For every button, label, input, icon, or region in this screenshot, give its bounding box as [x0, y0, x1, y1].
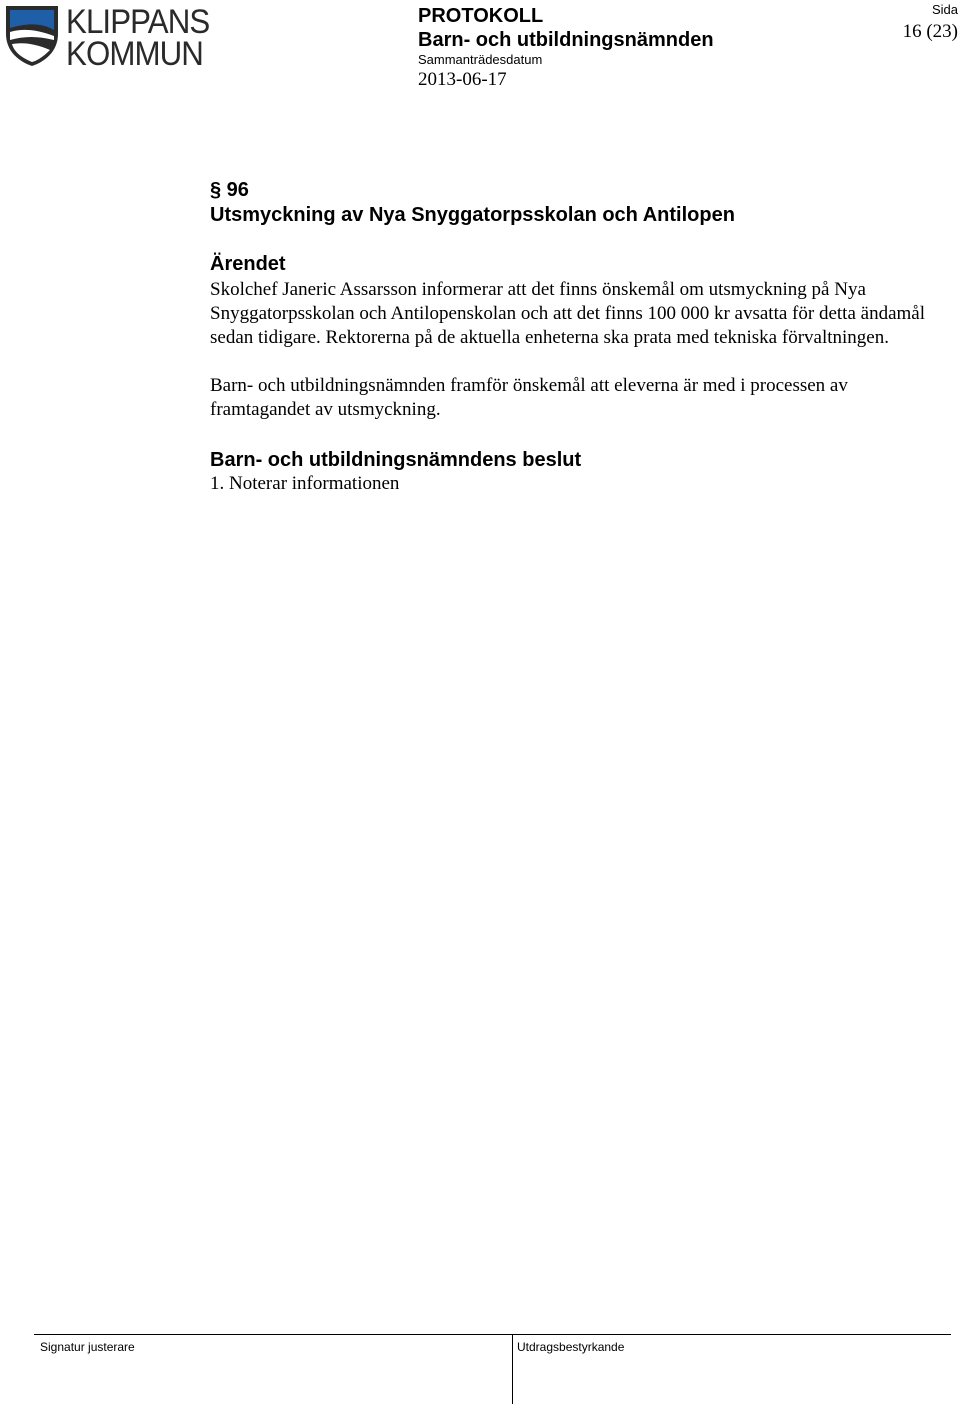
logo-line-2: KOMMUN — [66, 35, 203, 73]
meeting-date-label: Sammanträdesdatum — [418, 52, 543, 67]
footer-rule — [34, 1334, 951, 1335]
shield-icon — [4, 4, 60, 68]
logo-line-1: KLIPPANS — [66, 3, 210, 41]
meeting-date: 2013-06-17 — [418, 69, 507, 90]
document-type: PROTOKOLL — [418, 5, 544, 27]
body-paragraph: Barn- och utbildningsnämnden framför önskemål att eleverna är med i processen av framtagandet av utsmyckning. — [210, 375, 848, 420]
page-label: Sida — [931, 2, 958, 17]
section-number: § 96 — [210, 179, 249, 201]
signature-label: Signatur justerare — [40, 1340, 135, 1354]
body-paragraph: Skolchef Janeric Assarsson informerar att det finns önskemål om utsmyckning på Nya Snyggatorpsskolan och Antilopenskolan och att det finns 100 000 kr avsatta för detta ändamål sedan tidigare. Rektorerna på de aktuella enheterna ska prata med tekniska förvaltningen. — [210, 279, 925, 348]
page-number: 16 (23) — [902, 21, 958, 42]
footer-divider — [512, 1334, 513, 1404]
decision-heading: Barn- och utbildningsnämndens beslut — [210, 449, 582, 471]
logo-wordmark — [66, 3, 218, 73]
decision-item: 1. Noterar informationen — [210, 473, 400, 494]
extract-certification-label: Utdragsbestyrkande — [517, 1340, 625, 1354]
municipality-logo — [4, 3, 216, 73]
committee-name: Barn- och utbildningsnämnden — [418, 29, 714, 51]
arende-heading: Ärendet — [210, 253, 286, 275]
section-title: Utsmyckning av Nya Snyggatorpsskolan och Antilopen — [210, 204, 735, 226]
